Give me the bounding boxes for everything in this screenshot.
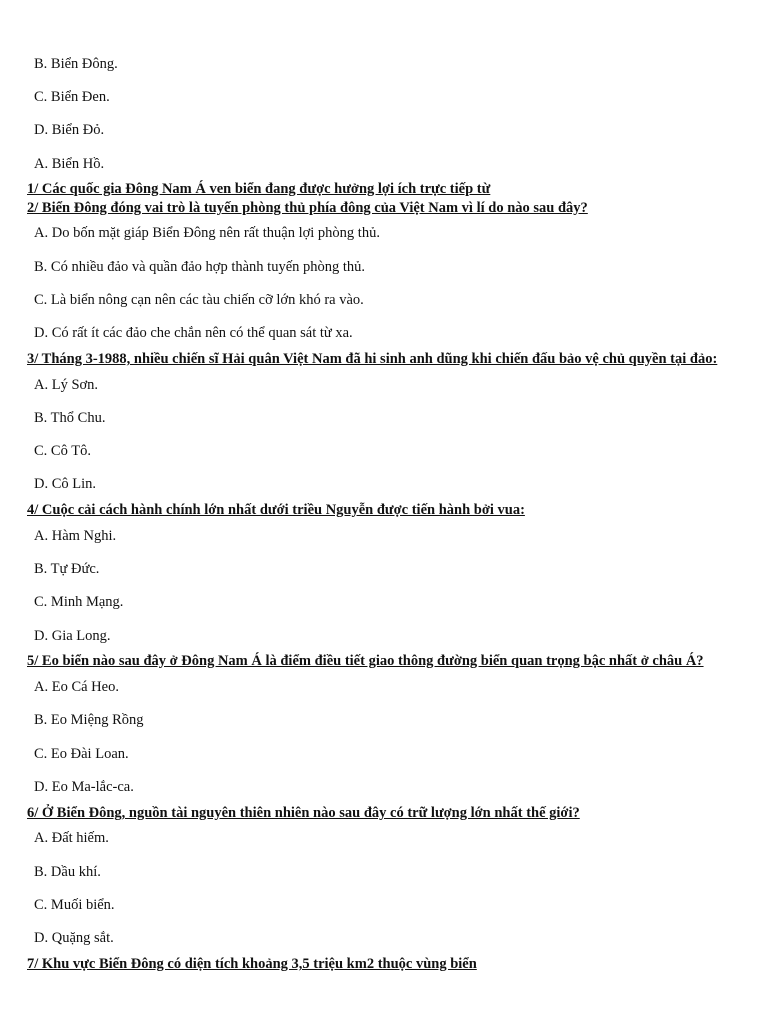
option-text: B. Dầu khí.: [34, 864, 101, 880]
option-text: B. Eo Miệng Rồng: [34, 712, 144, 728]
question-heading: 6/ Ở Biển Đông, nguồn tài nguyên thiên nhiên nào sau đây có trữ lượng lớn nhất thế giới?: [27, 805, 580, 821]
question-heading: 5/ Eo biển nào sau đây ở Đông Nam Á là điểm điều tiết giao thông đường biển quan trọng bậc nhất ở châu Á?: [27, 653, 704, 669]
option-text: D. Gia Long.: [34, 628, 111, 644]
question-heading: 7/ Khu vực Biển Đông có diện tích khoảng 3,5 triệu km2 thuộc vùng biển: [27, 956, 477, 972]
option-text: A. Do bốn mặt giáp Biển Đông nên rất thuận lợi phòng thủ.: [34, 225, 380, 241]
question-heading: 2/ Biển Đông đóng vai trò là tuyến phòng thủ phía đông của Việt Nam vì lí do nào sau đây?: [27, 200, 588, 216]
option-text: A. Eo Cá Heo.: [34, 679, 119, 695]
option-text: B. Có nhiều đảo và quần đảo hợp thành tuyến phòng thủ.: [34, 259, 366, 275]
option-text: A. Hàm Nghi.: [34, 528, 117, 544]
option-text: D. Quặng sắt.: [34, 930, 114, 946]
option-text: D. Cô Lin.: [34, 476, 97, 492]
option-text: C. Cô Tô.: [34, 443, 91, 459]
question-heading: 4/ Cuộc cải cách hành chính lớn nhất dưới triều Nguyễn được tiến hành bởi vua:: [27, 502, 525, 518]
option-text: D. Có rất ít các đảo che chắn nên có thể quan sát từ xa.: [34, 325, 353, 341]
option-text: A. Lý Sơn.: [34, 377, 99, 393]
option-text: C. Muối biển.: [34, 897, 115, 913]
option-text: A. Biển Hồ.: [34, 156, 105, 172]
option-text: C. Minh Mạng.: [34, 594, 124, 610]
option-text: A. Đất hiếm.: [34, 830, 109, 846]
option-text: B. Thổ Chu.: [34, 410, 106, 426]
option-text: C. Là biển nông cạn nên các tàu chiến cỡ lớn khó ra vào.: [34, 292, 364, 308]
option-text: C. Eo Đài Loan.: [34, 746, 129, 762]
option-text: D. Eo Ma-lắc-ca.: [34, 779, 134, 795]
option-text: B. Biển Đông.: [34, 56, 118, 72]
question-heading: 1/ Các quốc gia Đông Nam Á ven biển đang được hưởng lợi ích trực tiếp từ: [27, 181, 491, 197]
question-heading: 3/ Tháng 3-1988, nhiều chiến sĩ Hải quân Việt Nam đã hi sinh anh dũng khi chiến đấu bảo vệ chủ quyền tại đảo:: [27, 351, 718, 367]
option-text: D. Biển Đỏ.: [34, 122, 105, 138]
option-text: C. Biển Đen.: [34, 89, 110, 105]
option-text: B. Tự Đức.: [34, 561, 100, 577]
